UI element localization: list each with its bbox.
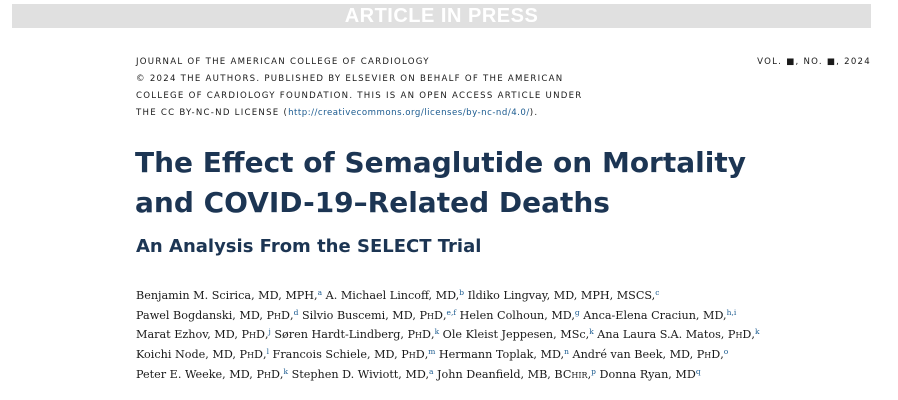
author: Benjamin M. Scirica, MD, MPH,	[136, 289, 318, 302]
affiliation-link[interactable]: n	[564, 347, 569, 357]
author-comma: ,	[751, 328, 755, 342]
license-suffix: ).	[529, 108, 539, 118]
author-degree: PhD	[266, 308, 291, 322]
author-degree: BChir	[554, 367, 588, 381]
author-comma: ,	[290, 308, 294, 322]
affiliation-link[interactable]: g	[574, 307, 580, 317]
author-degree: PhD	[727, 328, 752, 342]
affiliation-link[interactable]: k	[434, 327, 440, 337]
copyright-line-1: © 2024 THE AUTHORS. PUBLISHED BY ELSEVIER ON BEHALF OF THE AMERICAN	[136, 74, 564, 84]
author-comma: ,	[720, 348, 724, 362]
author-comma: ,	[263, 348, 267, 362]
affiliation-link[interactable]: h,i	[726, 307, 737, 317]
author-degree: PhD	[419, 308, 443, 322]
author-line-1	[136, 286, 760, 306]
affiliation-link[interactable]: m	[428, 347, 436, 357]
copyright-line-2: COLLEGE OF CARDIOLOGY FOUNDATION. THIS IS AN OPEN ACCESS ARTICLE UNDER	[136, 91, 583, 101]
author-degree: PhD	[256, 367, 280, 381]
volume-info: VOL. ■, NO. ■, 2024	[757, 57, 871, 67]
author: Donna Ryan, MD	[595, 367, 696, 381]
author: Silvio Buscemi, MD,	[298, 308, 420, 322]
author: Marat Ezhov, MD,	[136, 328, 242, 342]
author: Anca-Elena Craciun, MD,	[579, 308, 727, 322]
author: Stephen D. Wiviott, MD,	[288, 367, 429, 381]
author: André van Beek, MD,	[568, 348, 697, 362]
author-degree: PhD	[401, 348, 425, 362]
author: Koichi Node, MD,	[136, 348, 240, 362]
affiliation-link[interactable]: k	[754, 327, 760, 337]
author-comma: ,	[424, 348, 429, 362]
affiliation-link[interactable]: o	[723, 347, 729, 357]
affiliation-link[interactable]: l	[266, 347, 269, 357]
author-degree: PhD	[407, 328, 431, 342]
author: John Deanfield, MB,	[433, 367, 555, 381]
license-prefix: THE CC BY-NC-ND LICENSE (	[136, 108, 289, 118]
author: Peter E. Weeke, MD,	[136, 367, 257, 381]
affiliation-link[interactable]: q	[695, 366, 701, 376]
author: Ildiko Lingvay, MD, MPH, MSCS,	[464, 289, 656, 302]
title-line-2: and COVID-19–Related Deaths	[135, 186, 610, 219]
author-line-3	[136, 325, 760, 345]
author-comma: ,	[442, 308, 447, 322]
author: Helen Colhoun, MD,	[456, 308, 575, 322]
article-title	[135, 143, 746, 223]
author-line-2	[136, 306, 760, 326]
author-line-5	[136, 365, 760, 385]
author-comma: ,	[587, 367, 592, 381]
author-comma: ,	[431, 328, 435, 342]
article-in-press-banner: ARTICLE IN PRESS	[12, 4, 871, 28]
author-degree: PhD	[239, 348, 264, 362]
author: Ana Laura S.A. Matos,	[593, 328, 728, 342]
journal-name: JOURNAL OF THE AMERICAN COLLEGE OF CARDIOLOGY	[136, 57, 430, 67]
author: Ole Kleist Jeppesen, MSc,	[439, 328, 590, 342]
author: A. Michael Lincoff, MD,	[322, 289, 460, 302]
affiliation-link[interactable]: e,f	[446, 307, 457, 317]
affiliation-link[interactable]: d	[293, 307, 299, 317]
author-degree: PhD	[241, 328, 265, 342]
affiliation-link[interactable]: b	[459, 288, 465, 297]
author: Pawel Bogdanski, MD,	[136, 308, 267, 322]
affiliation-link[interactable]: k	[283, 366, 289, 376]
license-link[interactable]: http://creativecommons.org/licenses/by-nc-nd/4.0/	[288, 108, 530, 118]
author-degree: PhD	[696, 348, 721, 362]
author: Francois Schiele, MD,	[269, 348, 402, 362]
affiliation-link[interactable]: j	[268, 327, 271, 337]
license-line	[136, 105, 583, 122]
author-comma: ,	[279, 367, 284, 381]
author-line-4	[136, 345, 760, 365]
title-line-1: The Effect of Semaglutide on Mortality	[135, 146, 746, 179]
affiliation-link[interactable]: p	[591, 366, 596, 376]
author: Hermann Toplak, MD,	[435, 348, 565, 362]
affiliation-link[interactable]: c	[655, 288, 660, 297]
article-subtitle: An Analysis From the SELECT Trial	[136, 236, 482, 257]
affiliation-link[interactable]: a	[429, 366, 434, 376]
author-comma: ,	[264, 328, 269, 342]
author: Søren Hardt-Lindberg,	[270, 328, 408, 342]
journal-info	[136, 54, 583, 122]
affiliation-link[interactable]: k	[589, 327, 594, 337]
affiliation-link[interactable]: a	[317, 288, 323, 297]
author-list	[136, 286, 760, 385]
